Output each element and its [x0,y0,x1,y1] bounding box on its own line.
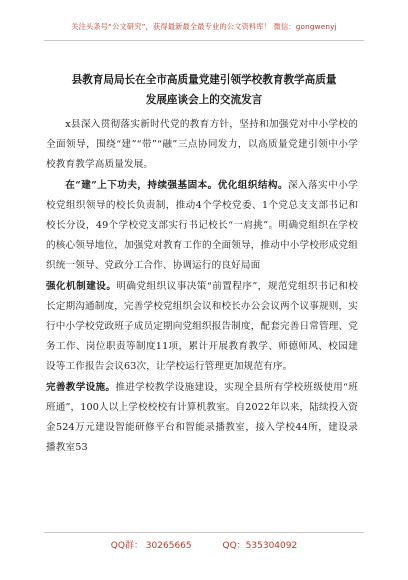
paragraph-text: 推进学校教学设施建设，实现全县所有学校班级使用“班班通”，100人以上学校校校有计算机教室。自2022年以来，陆续投入资金524万元建设智能研修平台和智能录播教室，接入学校44所，建设录播教室53 [46,381,358,454]
footer-contacts [0,538,408,551]
paragraph-facilities [46,378,358,459]
paragraph-build [46,176,358,277]
paragraph-lead: 完善教学设施。 [46,381,116,393]
paragraph-lead: 在“建”上下功夫，持续强基固本。优化组织结构。 [65,179,288,191]
document-body [46,115,358,458]
page-header [0,0,408,44]
document-title [40,70,368,110]
paragraph-text: 深入落实中小学校党组织领导的校长负责制，推动4个学校党委、1个党总支支部书记和校长分设，49个学校党支部实行书记校长“一肩挑”。明确党组织在学校的核心领导地位，加强党对教育工作的全面领导，推动中小学校形成党组织统一领导、党政分工合作、协调运行的良好局面 [46,179,358,272]
paragraph-intro [46,115,358,176]
paragraph-lead: 强化机制建设。 [46,280,117,292]
footer-qq: QQ：535304092 [222,541,298,551]
page-footer [0,526,408,580]
footer-divider [44,532,364,533]
header-divider [44,40,364,41]
title-line-1: 县教育局局长在全市高质量党建引领学校教育教学高质量 [71,74,337,86]
title-line-2: 发展座谈会上的交流发言 [145,94,263,106]
paragraph-text: x县深入贯彻落实新时代党的教育方针，坚持和加强党对中小学校的全面领导，围绕“建”“带”“融”三点协同发力，以高质量党建引领中小学校教育教学高质量发展。 [46,119,358,171]
header-promo-text: 关注头条号“公文研究”，获得最新最全最专业的公文资料库！ 微信：gongwenyj [71,22,337,31]
paragraph-mechanism [46,277,358,378]
paragraph-text: 明确党组织议事决策“前置程序”，规范党组织书记和校长定期沟通制度，完善学校党组织会议和校长办公会议两个议事规则，实行中小学校党政班子成员定期向党组织报告制度，配套完善日常管理、党务工作、岗位职责等制度11项，累计开展教育教学、师德师风、校园建设等工作报告会议63次，让学校运行管理更加规范有序。 [46,280,358,373]
footer-qq-group: QQ群： 30265665 [110,541,192,551]
